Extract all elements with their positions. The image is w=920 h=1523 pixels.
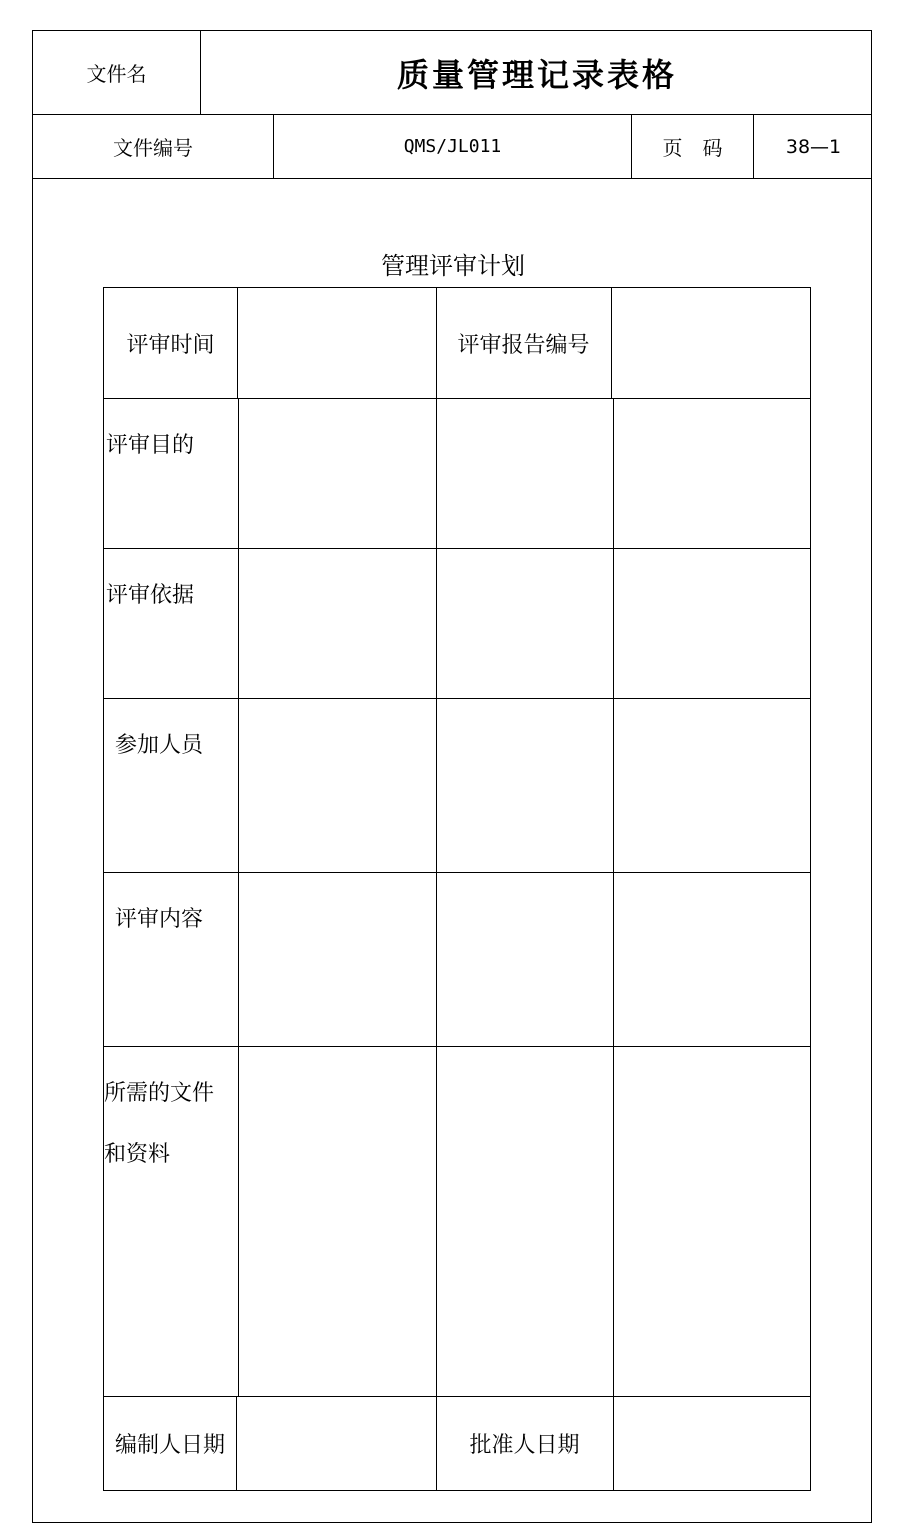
file-name-label-cell (33, 31, 201, 114)
file-number-value: QMS/JL011 (403, 136, 502, 157)
approved-by-date-label: 批准人日期 (469, 1433, 580, 1458)
review-report-no-label: 评审报告编号 (457, 332, 590, 358)
file-number-label-cell (33, 115, 274, 178)
document-frame (32, 30, 872, 1523)
review-content-field[interactable] (239, 873, 809, 1046)
prepared-by-date-field[interactable] (237, 1397, 436, 1491)
review-basis-field[interactable] (239, 549, 809, 698)
participants-label: 参加人员 (115, 733, 204, 758)
review-plan-table (103, 287, 811, 1491)
file-name-label: 文件名 (86, 62, 147, 86)
document-title-cell (201, 31, 873, 114)
review-content-label: 评审内容 (115, 907, 204, 932)
form-title: 管理评审计划 (381, 252, 525, 280)
required-documents-label-line1: 所需的文件 (104, 1081, 215, 1106)
page-value: 38—1 (785, 135, 842, 158)
review-report-no-field[interactable] (612, 288, 810, 398)
header-row-title (33, 31, 871, 115)
header-row-meta (33, 115, 871, 179)
review-purpose-label: 评审目的 (106, 433, 195, 458)
document-title: 质量管理记录表格 (396, 55, 677, 94)
review-time-field[interactable] (238, 288, 436, 398)
page-label-cell (632, 115, 754, 178)
participants-field[interactable] (239, 699, 809, 872)
page-value-cell (754, 115, 873, 178)
review-basis-label: 评审依据 (106, 583, 195, 608)
file-number-value-cell (274, 115, 632, 178)
prepared-by-date-label: 编制人日期 (114, 1433, 225, 1458)
required-documents-label-line2: 和资料 (104, 1142, 171, 1167)
review-purpose-field[interactable] (239, 399, 809, 548)
file-number-label: 文件编号 (113, 136, 193, 160)
required-documents-field[interactable] (239, 1047, 809, 1396)
approved-by-date-field[interactable] (614, 1397, 810, 1491)
review-time-label: 评审时间 (126, 332, 215, 358)
page-label: 页 码 (662, 136, 723, 160)
